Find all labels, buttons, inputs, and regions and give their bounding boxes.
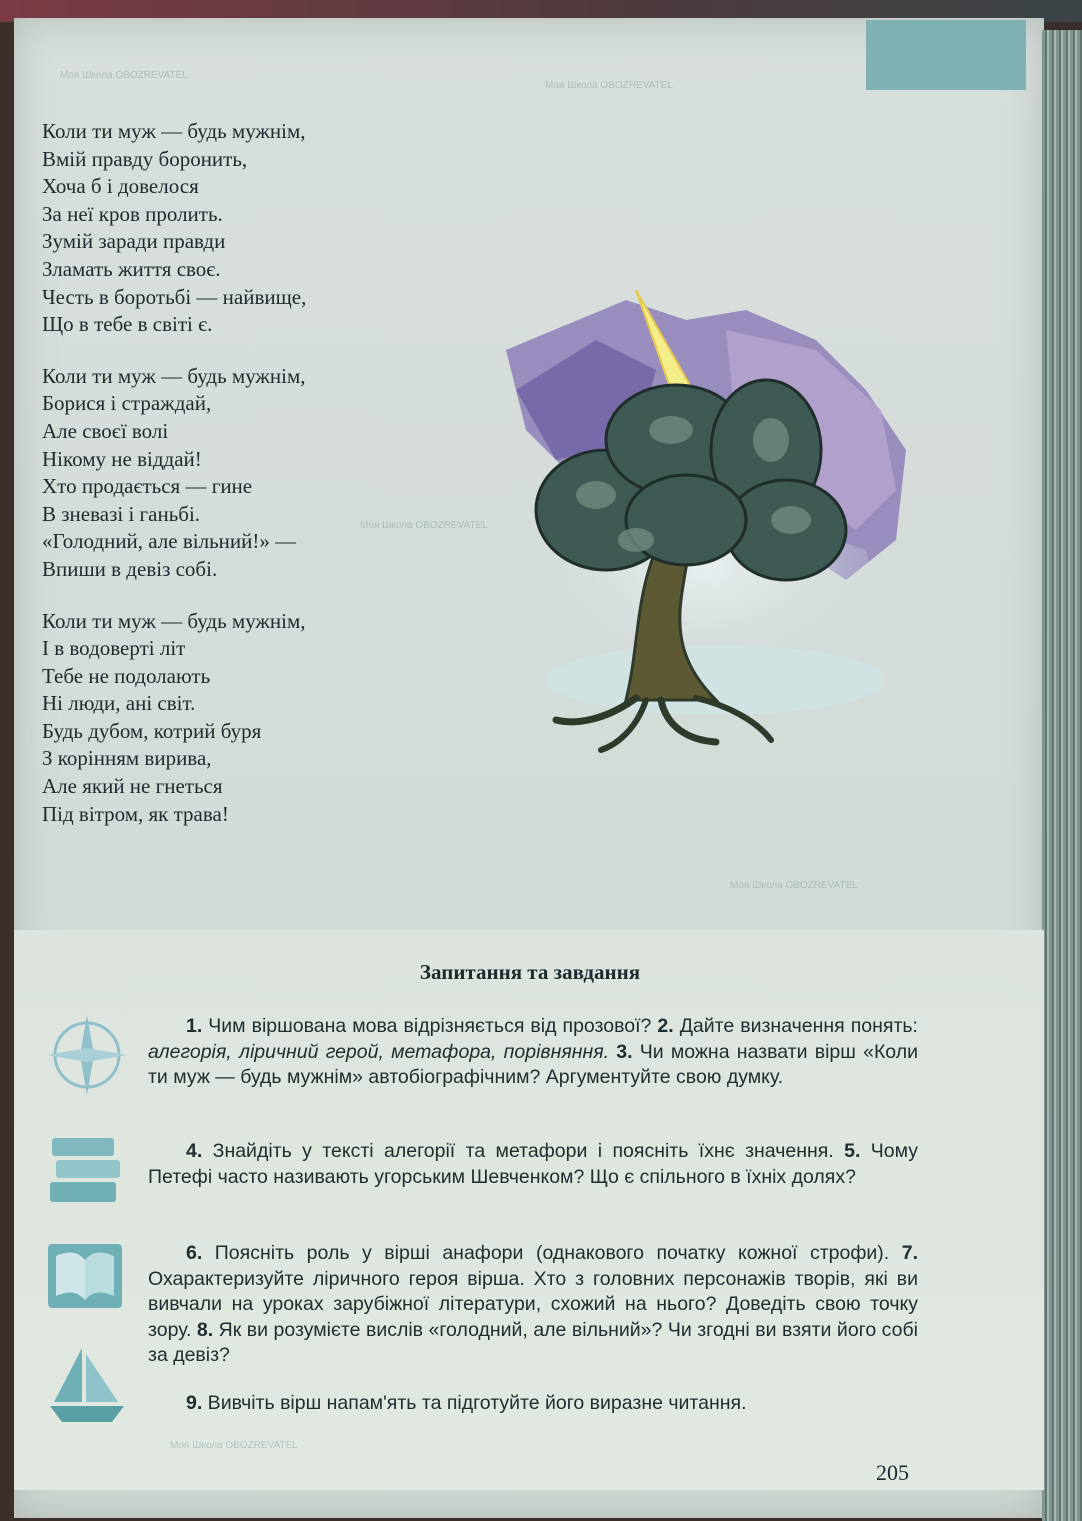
page-edges — [1042, 30, 1082, 1521]
task-block-3 — [148, 1241, 918, 1369]
task-number: 4. — [186, 1140, 203, 1162]
poem-line: В зневазі і ганьбі. — [42, 501, 201, 526]
poem-line: Ні люди, ані світ. — [42, 691, 196, 716]
poem-line: За неї кров пролить. — [42, 201, 223, 226]
task-number: 8. — [196, 1318, 214, 1341]
task-block-2 — [148, 1139, 918, 1190]
task-number: 5. — [844, 1140, 861, 1162]
page-number: 205 — [876, 1460, 909, 1485]
stanza-3 — [42, 608, 482, 829]
poem-line: Зумій заради правди — [42, 229, 226, 254]
sailing-ship-icon — [42, 1340, 132, 1430]
poem-line: Хто продається — гине — [42, 474, 253, 499]
poem-line: Впиши в девіз собі. — [42, 556, 218, 581]
watermark: Моя Школа OBOZREVATEL — [360, 520, 488, 531]
stanza-1 — [42, 118, 482, 339]
task-text: Чим віршована мова відрізняється від прозової? — [202, 1015, 658, 1037]
poem-line: Борися і страждай, — [42, 391, 212, 416]
watermark: Моя Школа OBOZREVATEL — [545, 80, 673, 91]
task-number: 1. — [186, 1015, 203, 1037]
task-block-1 — [148, 1014, 918, 1091]
corner-color-tab — [866, 20, 1026, 90]
task-block-4 — [148, 1391, 918, 1417]
poem-line: «Голодний, але вільний!» — — [42, 529, 297, 554]
task-number: 6. — [186, 1242, 203, 1264]
task-terms: алегорія, ліричний герой, метафора, порівняння. — [148, 1040, 610, 1063]
poem-line: Нікому не віддай! — [42, 446, 202, 471]
task-text: Чому Петефі часто називають угорським Шевченком? Що є спільного в їхніх долях? — [148, 1140, 918, 1188]
poem-line: Зламать життя своє. — [42, 256, 221, 281]
poem-line: Хоча б і довелося — [42, 174, 199, 199]
task-text: Як ви розумієте вислів «голодний, але вільний»? Чи згодні ви взяти його собі за девіз? — [148, 1318, 918, 1366]
watermark: Моя Школа OBOZREVATEL — [170, 1440, 298, 1451]
books-icon — [42, 1128, 132, 1218]
oak-tree-lightning-icon — [486, 280, 916, 760]
open-book-icon — [42, 1234, 132, 1324]
poem — [42, 118, 482, 852]
poem-line: Честь в боротьбі — найвище, — [42, 284, 307, 309]
task-text: Вивчіть вірш напам'ять та підготуйте його виразне читання. — [202, 1392, 747, 1414]
poem-line: Коли ти муж — будь мужнім, — [42, 363, 306, 388]
task-text: Дайте визначення понять: — [673, 1015, 918, 1037]
compass-rose-icon — [42, 1010, 132, 1100]
task-text: Охарактеризуйте ліричного героя вірша. Хто з головних персонажів творів, які ви вивчали на уроках зарубіжної літератури, схожий на нього? Доведіть свою точку зору. — [148, 1267, 918, 1341]
watermark: Моя Школа OBOZREVATEL — [730, 880, 858, 891]
task-number: 3. — [616, 1040, 633, 1063]
watermark: Моя Школа OBOZREVATEL — [60, 70, 188, 81]
poem-line: Тебе не подолають — [42, 663, 211, 688]
task-number: 9. — [186, 1392, 203, 1414]
poem-line: Коли ти муж — будь мужнім, — [42, 119, 306, 143]
task-text: Чи можна назвати вірш «Коли ти муж — будь мужнім» автобіографічним? Аргументуйте свою думку. — [148, 1040, 918, 1088]
task-text: Поясніть роль у вірші анафори (однакового початку кожної строфи). — [202, 1242, 902, 1264]
poem-line: Що в тебе в світі є. — [42, 312, 213, 337]
poem-line: І в водоверті літ — [42, 636, 186, 661]
poem-line: З корінням вирива, — [42, 746, 212, 771]
poem-line: Коли ти муж — будь мужнім, — [42, 608, 306, 633]
task-number: 2. — [657, 1015, 674, 1037]
poem-line: Під вітром, як трава! — [42, 801, 229, 826]
stanza-2 — [42, 363, 482, 584]
section-title: Запитання та завдання — [419, 960, 641, 984]
poem-line: Вмій правду боронить, — [42, 146, 248, 171]
poem-line: Але своєї волі — [42, 418, 169, 443]
task-number: 7. — [901, 1242, 918, 1264]
poem-line: Будь дубом, котрий буря — [42, 718, 262, 743]
task-text: Знайдіть у тексті алегорії та метафори і поясніть їхнє значення. — [202, 1140, 845, 1162]
poem-line: Але який не гнеться — [42, 774, 223, 799]
